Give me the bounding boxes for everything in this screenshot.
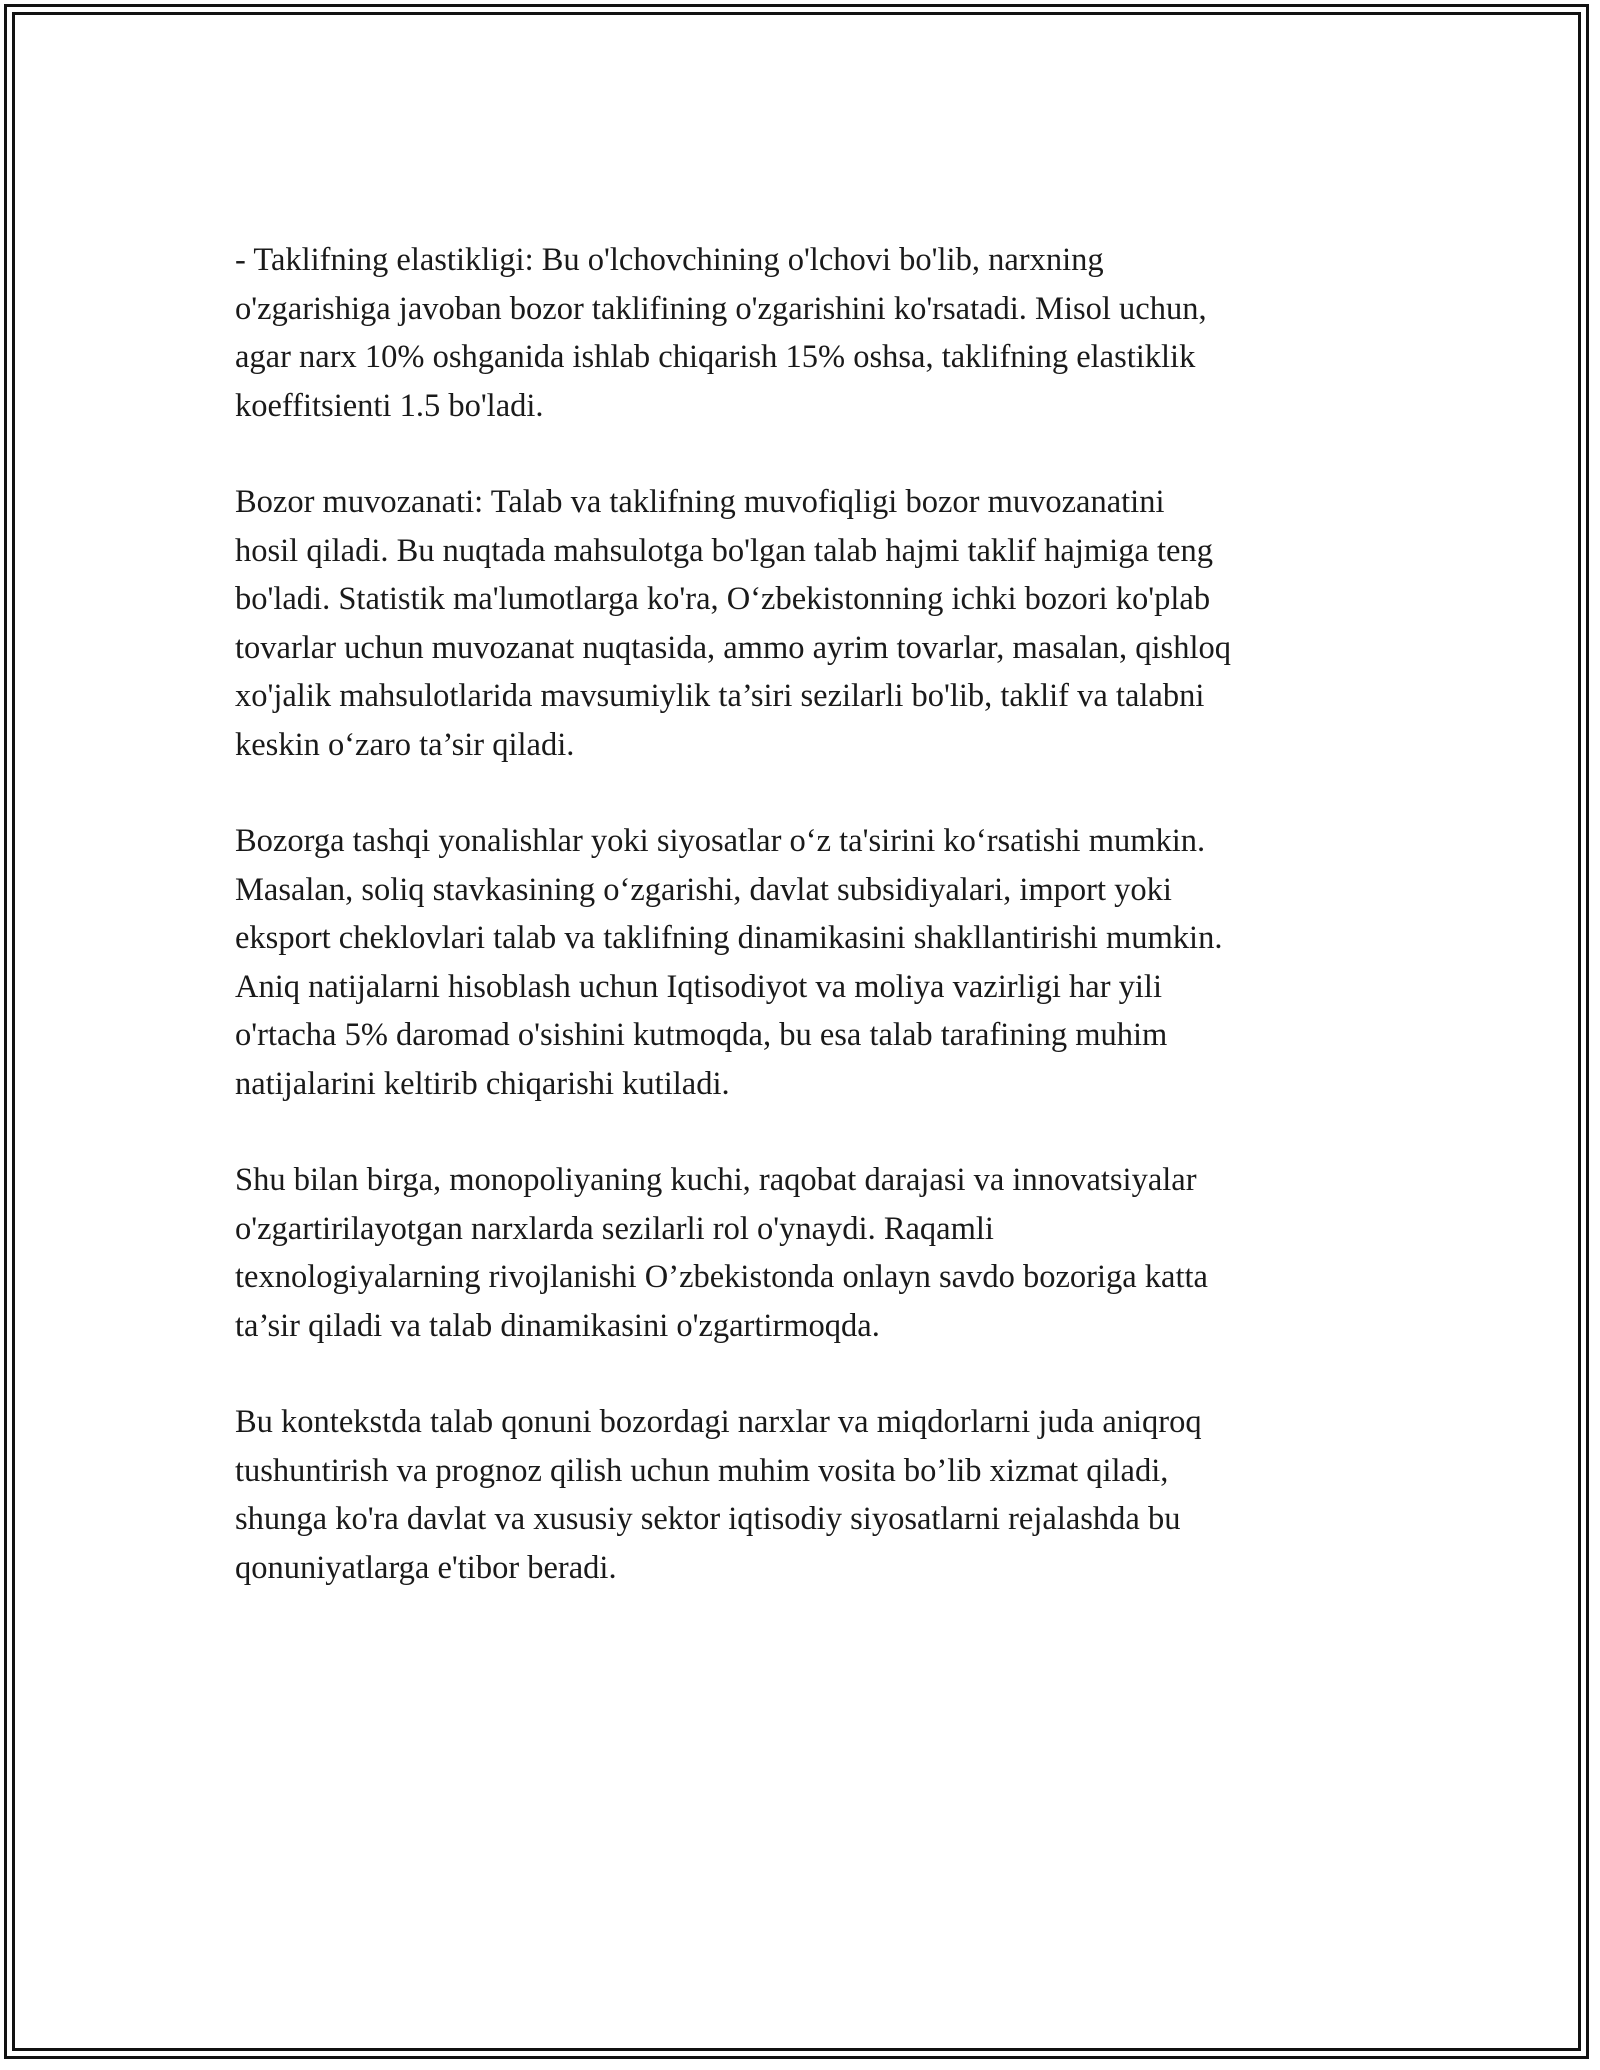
paragraph-monopoly-innovation: Shu bilan birga, monopoliyaning kuchi, raqobat darajasi va innovatsiyalar o'zgartirilayotgan narxlarda sezilarli rol o'ynaydi. Raqamli texnologiyalarning rivojlanishi O’zbekistonda onlayn savdo bozoriga katta ta’sir qiladi va talab dinamikasini o'zgartirmoqda.	[235, 1162, 1208, 1344]
paragraph-supply-elasticity: - Taklifning elastikligi: Bu o'lchovchining o'lchovi bo'lib, narxning o'zgarishiga javoban bozor taklifining o'zgarishini ko'rsatadi. Misol uchun, agar narx 10% oshganida ishlab chiqarish 15% oshsa, taklifning elastiklik koeffitsienti 1.5 bo'ladi.	[235, 242, 1207, 424]
paragraph-external-policies: Bozorga tashqi yonalishlar yoki siyosatlar o‘z ta'sirini ko‘rsatishi mumkin. Masalan, soliq stavkasining o‘zgarishi, davlat subsidiyalari, import yoki eksport cheklovlari talab va taklifning dinamikasini shakllantirishi mumkin. Aniq natijalarni hisoblash uchun Iqtisodiyot va moliya vazirligi har yili o'rtacha 5% daromad o'sishini kutmoqda, bu esa talab tarafining muhim natijalarini keltirib chiqarishi kutiladi.	[235, 823, 1223, 1102]
paragraph-conclusion: Bu kontekstda talab qonuni bozordagi narxlar va miqdorlarni juda aniqroq tushuntirish va prognoz qilish uchun muhim vosita bo’lib xizmat qiladi, shunga ko'ra davlat va xususiy sektor iqtisodiy siyosatlarni rejalashda bu qonuniyatlarga e'tibor beradi.	[235, 1404, 1202, 1586]
paragraph-market-equilibrium: Bozor muvozanati: Talab va taklifning muvofiqligi bozor muvozanatini hosil qiladi. Bu nuqtada mahsulotga bo'lgan talab hajmi taklif hajmiga teng bo'ladi. Statistik ma'lumotlarga ko'ra, O‘zbekistonning ichki bozori ko'plab tovarlar uchun muvozanat nuqtasida, ammo ayrim tovarlar, masalan, qishloq xo'jalik mahsulotlarida mavsumiylik ta’siri sezilarli bo'lib, taklif va talabni keskin o‘zaro ta’sir qiladi.	[235, 484, 1231, 763]
document-body	[235, 236, 1370, 1640]
